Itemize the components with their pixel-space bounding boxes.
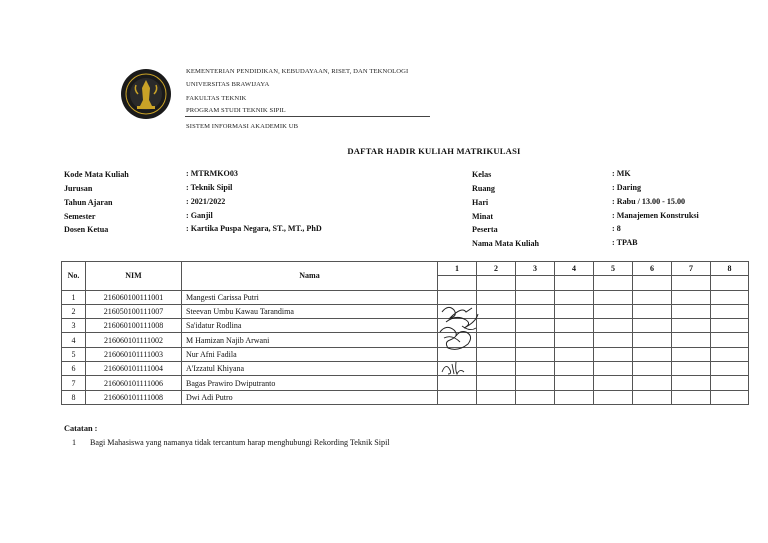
student-nim: 216060101111003	[86, 347, 182, 361]
info-label: Tahun Ajaran	[64, 198, 113, 207]
attendance-cell	[672, 376, 711, 390]
attendance-cell	[633, 347, 672, 361]
header-divider	[185, 116, 430, 117]
info-label: Dosen Ketua	[64, 225, 109, 234]
student-name: Nur Afni Fadila	[182, 347, 438, 361]
attendance-cell	[711, 319, 749, 333]
header-meeting: 4	[555, 262, 594, 276]
attendance-cell	[477, 319, 516, 333]
attendance-cell	[594, 376, 633, 390]
student-name: M Hamizan Najib Arwani	[182, 333, 438, 347]
table-header-row	[62, 262, 749, 276]
info-label: Kelas	[472, 170, 492, 179]
attendance-cell	[594, 304, 633, 318]
student-nim: 216060101111008	[86, 390, 182, 404]
header-meeting: 5	[594, 262, 633, 276]
attendance-cell	[555, 333, 594, 347]
header-meeting: 2	[477, 262, 516, 276]
attendance-cell	[477, 362, 516, 376]
row-number: 6	[62, 362, 86, 376]
attendance-cell	[594, 347, 633, 361]
info-label: Hari	[472, 198, 489, 207]
attendance-cell	[633, 362, 672, 376]
note-number: 1	[72, 438, 77, 447]
attendance-cell	[555, 376, 594, 390]
info-value: : Ganjil	[186, 211, 213, 220]
info-value: : MK	[612, 169, 631, 178]
attendance-cell	[633, 290, 672, 304]
attendance-cell	[516, 304, 555, 318]
attendance-cell	[711, 333, 749, 347]
row-number: 8	[62, 390, 86, 404]
student-nim: 216050100111007	[86, 304, 182, 318]
attendance-cell	[711, 362, 749, 376]
row-number: 1	[62, 290, 86, 304]
info-value: : 2021/2022	[186, 197, 226, 206]
header-meeting: 8	[711, 262, 749, 276]
header-nama: Nama	[182, 262, 438, 291]
attendance-cell	[672, 390, 711, 404]
attendance-cell	[555, 290, 594, 304]
info-value: : Teknik Sipil	[186, 183, 233, 192]
info-value: : Rabu / 13.00 - 15.00	[612, 197, 686, 206]
header-no: No.	[62, 262, 86, 291]
student-name: Bagas Prawiro Dwiputranto	[182, 376, 438, 390]
info-value: : TPAB	[612, 238, 638, 247]
attendance-cell	[633, 304, 672, 318]
note-text: Bagi Mahasiswa yang namanya tidak tercantum harap menghubungi Rekording Teknik Sipil	[90, 438, 390, 447]
attendance-cell	[711, 304, 749, 318]
info-value: : Manajemen Konstruksi	[612, 211, 699, 220]
signature-scribble	[440, 360, 466, 376]
ministry-name: KEMENTERIAN PENDIDIKAN, KEBUDAYAAN, RISET, DAN TEKNOLOGI	[186, 68, 409, 75]
row-number: 4	[62, 333, 86, 347]
info-value: : Daring	[612, 183, 641, 192]
attendance-cell	[555, 304, 594, 318]
table-row	[62, 376, 749, 390]
attendance-cell	[477, 376, 516, 390]
document-title: DAFTAR HADIR KULIAH MATRIKULASI	[347, 146, 521, 156]
table-row	[62, 319, 749, 333]
attendance-cell	[516, 347, 555, 361]
attendance-table	[61, 261, 749, 405]
attendance-cell	[438, 376, 477, 390]
info-label: Minat	[472, 212, 494, 221]
table-row	[62, 304, 749, 318]
signature-scribble	[436, 302, 480, 354]
attendance-cell	[672, 319, 711, 333]
attendance-cell	[711, 390, 749, 404]
attendance-cell	[516, 376, 555, 390]
attendance-cell	[477, 333, 516, 347]
header-nim: NIM	[86, 262, 182, 291]
attendance-cell	[594, 362, 633, 376]
attendance-cell	[516, 333, 555, 347]
row-number: 7	[62, 376, 86, 390]
attendance-cell	[633, 319, 672, 333]
attendance-cell	[555, 362, 594, 376]
attendance-cell	[477, 304, 516, 318]
info-value: : 8	[612, 224, 621, 233]
info-value: : Kartika Puspa Negara, ST., MT., PhD	[186, 224, 322, 233]
attendance-cell	[516, 362, 555, 376]
info-label: Peserta	[472, 225, 498, 234]
system-name: SISTEM INFORMASI AKADEMIK UB	[186, 123, 299, 130]
attendance-cell	[594, 390, 633, 404]
header-meeting: 3	[516, 262, 555, 276]
header-meeting: 1	[438, 262, 477, 276]
info-label: Ruang	[472, 184, 495, 193]
attendance-cell	[516, 319, 555, 333]
attendance-cell	[633, 376, 672, 390]
attendance-cell	[633, 390, 672, 404]
attendance-cell	[516, 290, 555, 304]
attendance-cell	[594, 319, 633, 333]
attendance-cell	[477, 390, 516, 404]
student-nim: 216060101111004	[86, 362, 182, 376]
student-nim: 216060101111006	[86, 376, 182, 390]
student-name: Steevan Umbu Kawau Tarandima	[182, 304, 438, 318]
attendance-cell	[555, 319, 594, 333]
university-seal-icon	[120, 68, 172, 120]
info-label: Semester	[64, 212, 96, 221]
info-value: : MTRMKO03	[186, 169, 238, 178]
attendance-cell	[477, 290, 516, 304]
attendance-cell	[711, 347, 749, 361]
notes-title: Catatan :	[64, 424, 98, 433]
attendance-cell	[633, 333, 672, 347]
attendance-cell	[555, 390, 594, 404]
header-meeting: 7	[672, 262, 711, 276]
attendance-cell	[711, 290, 749, 304]
attendance-cell	[672, 290, 711, 304]
row-number: 3	[62, 319, 86, 333]
student-nim: 216060100111001	[86, 290, 182, 304]
attendance-cell	[594, 290, 633, 304]
attendance-cell	[672, 304, 711, 318]
student-nim: 216060100111008	[86, 319, 182, 333]
attendance-cell	[672, 347, 711, 361]
attendance-cell	[516, 390, 555, 404]
university-name: UNIVERSITAS BRAWIJAYA	[186, 81, 270, 88]
attendance-cell	[711, 376, 749, 390]
student-name: Sa'idatur Rodlina	[182, 319, 438, 333]
attendance-cell	[477, 347, 516, 361]
table-row	[62, 333, 749, 347]
info-label: Jurusan	[64, 184, 93, 193]
attendance-cell	[594, 333, 633, 347]
info-label: Nama Mata Kuliah	[472, 239, 539, 248]
program-name: PROGRAM STUDI TEKNIK SIPIL	[186, 107, 286, 114]
table-row	[62, 362, 749, 376]
student-name: A'Izzatul Khiyana	[182, 362, 438, 376]
header-meeting: 6	[633, 262, 672, 276]
attendance-cell	[672, 333, 711, 347]
attendance-cell	[438, 390, 477, 404]
faculty-name: FAKULTAS TEKNIK	[186, 95, 247, 102]
student-name: Mangesti Carissa Putri	[182, 290, 438, 304]
student-nim: 216060101111002	[86, 333, 182, 347]
attendance-cell	[672, 362, 711, 376]
row-number: 5	[62, 347, 86, 361]
attendance-cell	[555, 347, 594, 361]
table-row	[62, 347, 749, 361]
student-name: Dwi Adi Putro	[182, 390, 438, 404]
row-number: 2	[62, 304, 86, 318]
table-row	[62, 290, 749, 304]
info-label: Kode Mata Kuliah	[64, 170, 129, 179]
table-row	[62, 390, 749, 404]
